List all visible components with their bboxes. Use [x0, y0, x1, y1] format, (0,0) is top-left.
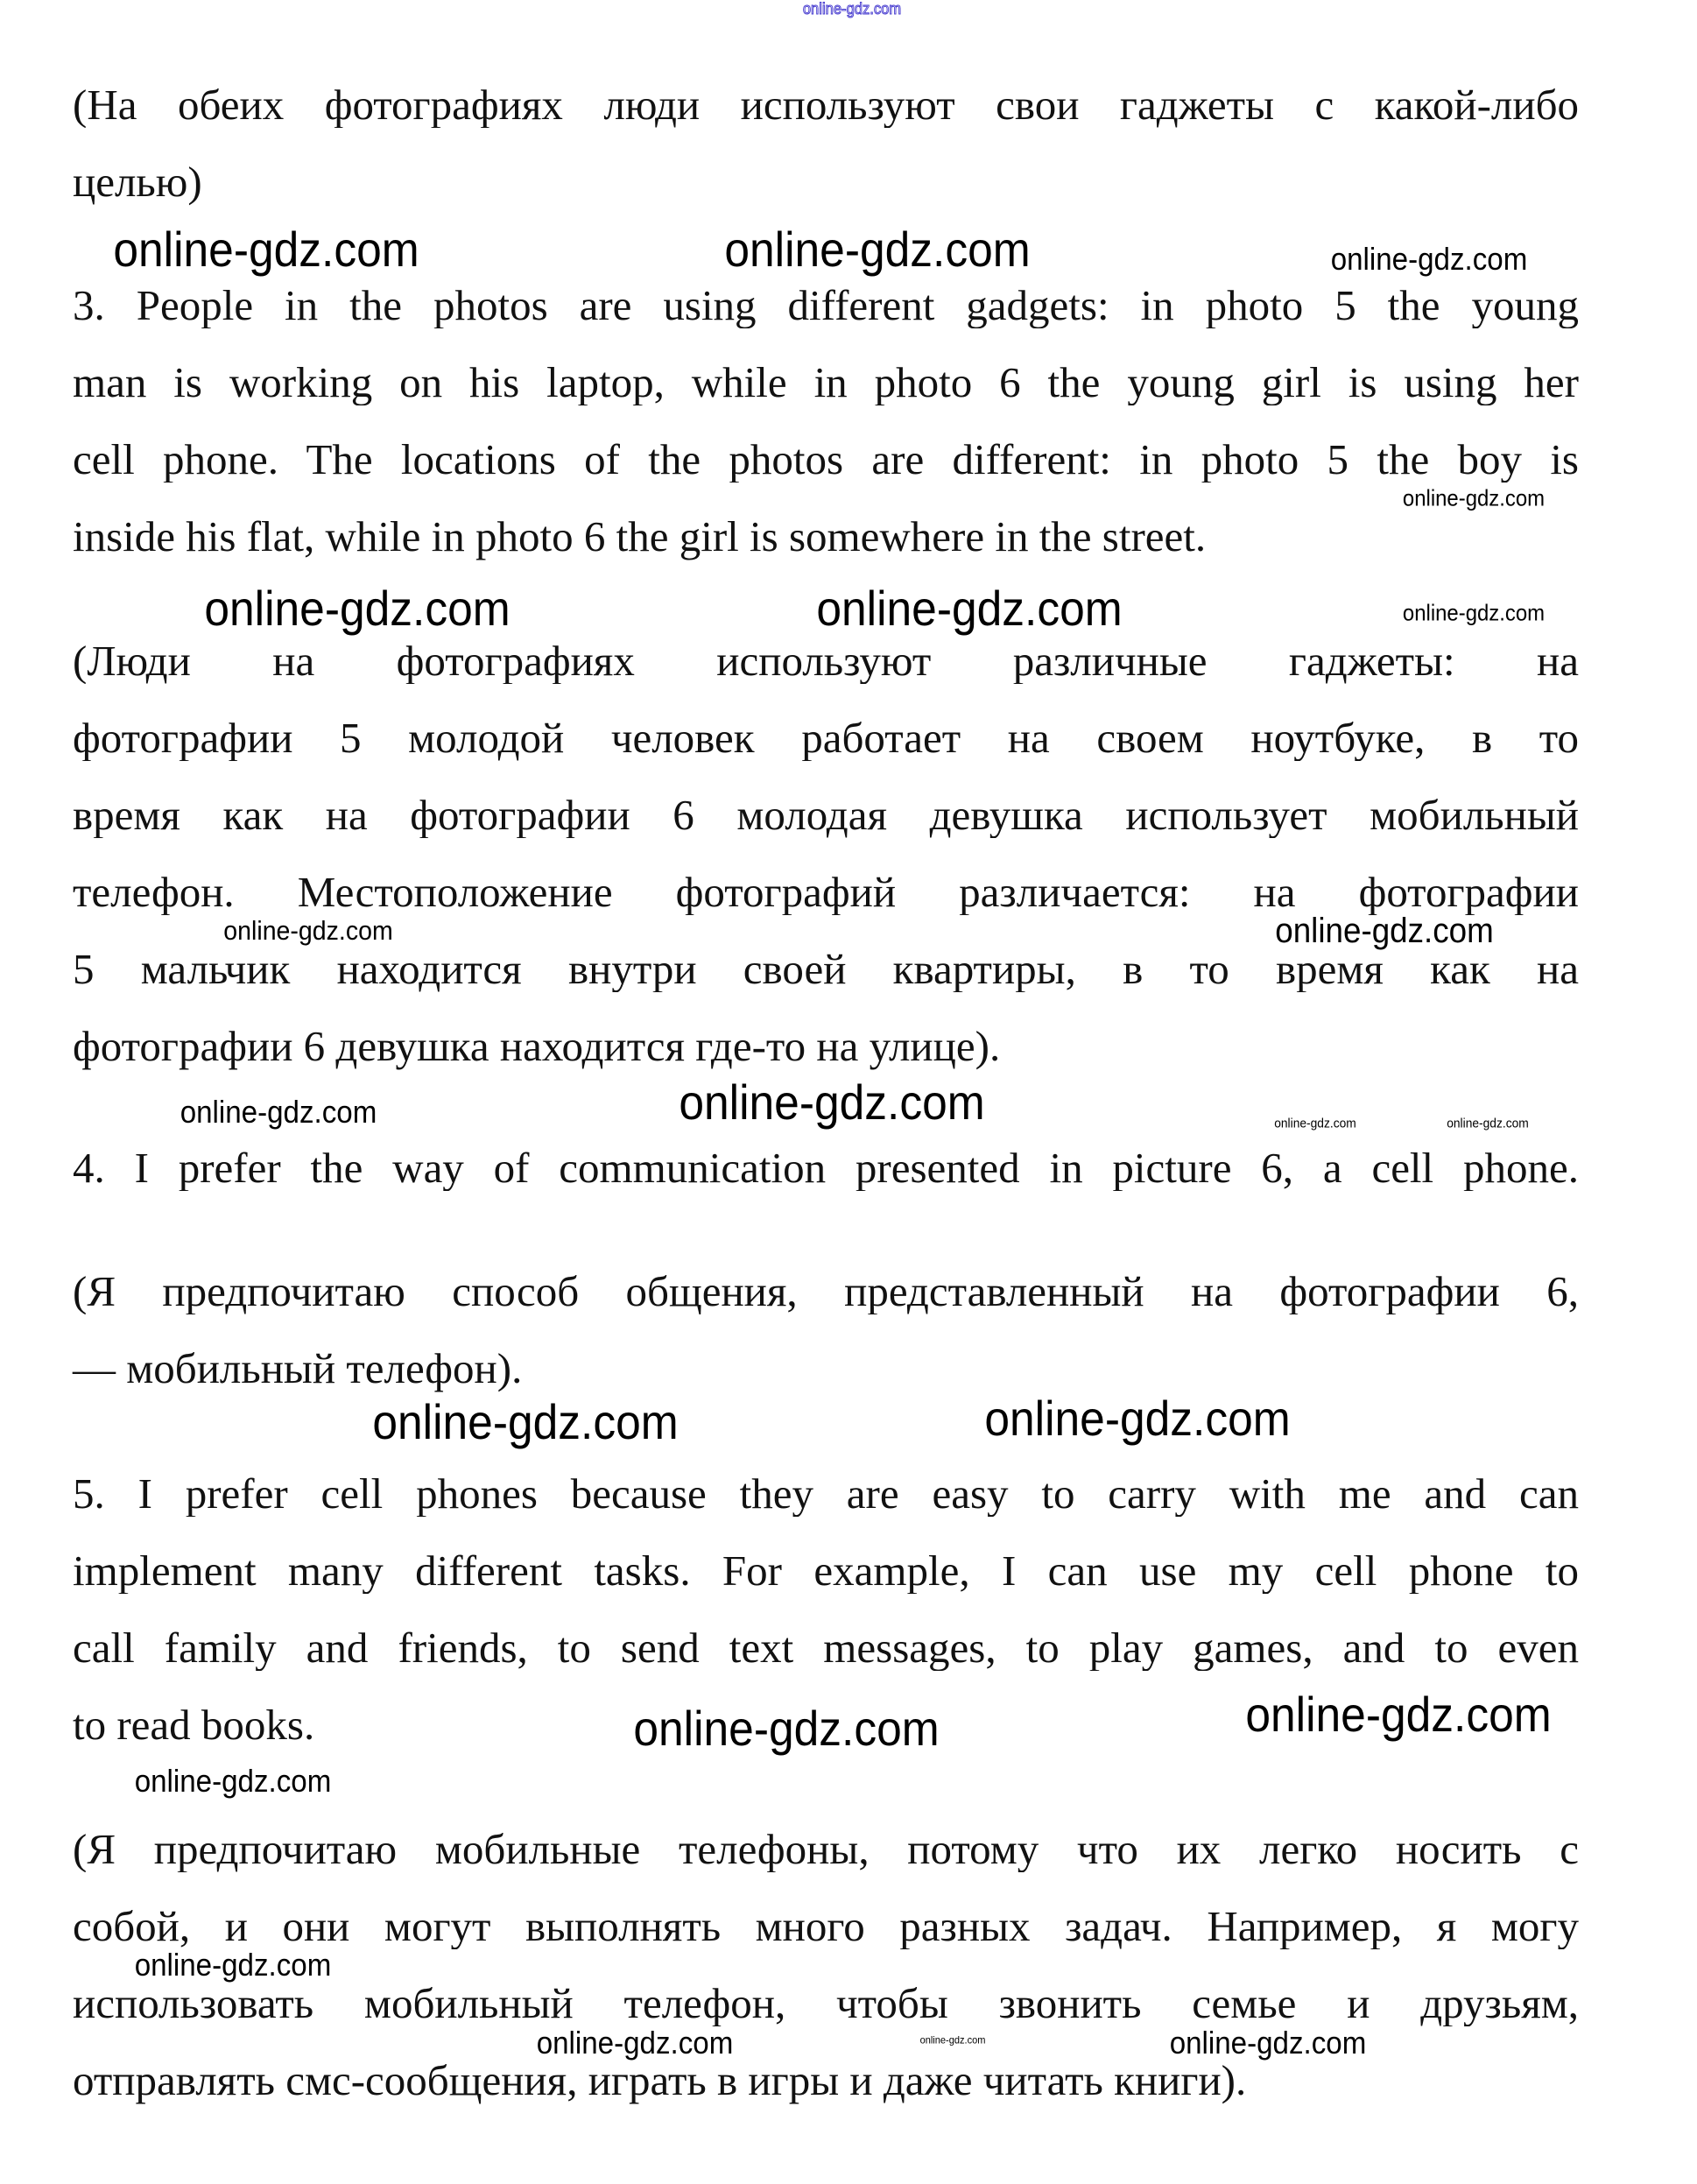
text-line: to read books.: [73, 1701, 315, 1749]
watermark: online-gdz.com: [679, 1074, 985, 1130]
text-line: (Люди на фотографиях используют различные гаджеты: на: [73, 638, 1579, 684]
text-line: 5 мальчик находится внутри своей квартиры, в то время как на: [73, 947, 1579, 992]
text-line: implement many different tasks. For example, I can use my cell phone to: [73, 1548, 1579, 1594]
text-line: cell phone. The locations of the photos are different: in photo 5 the boy is: [73, 437, 1579, 483]
watermark: online-gdz.com: [134, 1946, 332, 1983]
text-line: 3. People in the photos are using different gadgets: in photo 5 the young: [73, 283, 1579, 328]
watermark: online-gdz.com: [1402, 484, 1546, 511]
watermark: online-gdz.com: [372, 1393, 679, 1449]
watermark: online-gdz.com: [1330, 240, 1528, 277]
watermark: online-gdz.com: [223, 915, 393, 947]
watermark: online-gdz.com: [204, 580, 511, 636]
text-line: фотографии 6 девушка находится где-то на улице).: [73, 1022, 1001, 1070]
watermark: online-gdz.com: [180, 1093, 377, 1130]
text-line: фотографии 5 молодой человек работает на своем ноутбуке, в то: [73, 715, 1579, 761]
watermark: online-gdz.com: [984, 1390, 1291, 1446]
text-line: (Я предпочитаю мобильные телефоны, потому что их легко носить с: [73, 1827, 1579, 1872]
watermark: online-gdz.com: [816, 580, 1123, 636]
watermark: online-gdz.com: [633, 1700, 940, 1756]
watermark: online-gdz.com: [724, 221, 1031, 277]
text-line: 4. I prefer the way of communication presented in picture 6, a cell phone.: [73, 1145, 1579, 1191]
text-line: call family and friends, to send text messages, to play games, and to even: [73, 1625, 1579, 1671]
text-line: отправлять смс-сообщения, играть в игры и даже читать книги).: [73, 2056, 1247, 2104]
text-line: (На обеих фотографиях люди используют свои гаджеты с какой-либо: [73, 82, 1579, 128]
text-line: 5. I prefer cell phones because they are easy to carry with me and can: [73, 1471, 1579, 1517]
watermark: online-gdz.com: [1274, 1116, 1356, 1131]
watermark: online-gdz.com: [1169, 2024, 1367, 2061]
text-line: использовать мобильный телефон, чтобы звонить семье и друзьям,: [73, 1981, 1579, 2026]
watermark: online-gdz.com: [1245, 1686, 1552, 1742]
text-line: целью): [73, 158, 202, 206]
watermark: online-gdz.com: [536, 2024, 734, 2061]
text-line: собой, и они могут выполнять много разных задач. Например, я могу: [73, 1904, 1579, 1949]
watermark: online-gdz.com: [134, 1762, 332, 1799]
watermark: online-gdz.com: [113, 221, 419, 277]
watermark: online-gdz.com: [1275, 912, 1494, 950]
text-line: телефон. Местоположение фотографий различается: на фотографии: [73, 870, 1579, 915]
text-line: (Я предпочитаю способ общения, представленный на фотографии 6,: [73, 1269, 1579, 1314]
text-line: — мобильный телефон).: [73, 1344, 523, 1392]
watermark: online-gdz.com: [802, 0, 902, 18]
watermark: online-gdz.com: [1447, 1116, 1529, 1131]
watermark: online-gdz.com: [919, 2033, 986, 2047]
watermark: online-gdz.com: [1402, 599, 1546, 626]
text-line: man is working on his laptop, while in photo 6 the young girl is using her: [73, 360, 1579, 405]
text-line: время как на фотографии 6 молодая девушка использует мобильный: [73, 793, 1579, 838]
text-line: inside his flat, while in photo 6 the girl is somewhere in the street.: [73, 512, 1207, 560]
